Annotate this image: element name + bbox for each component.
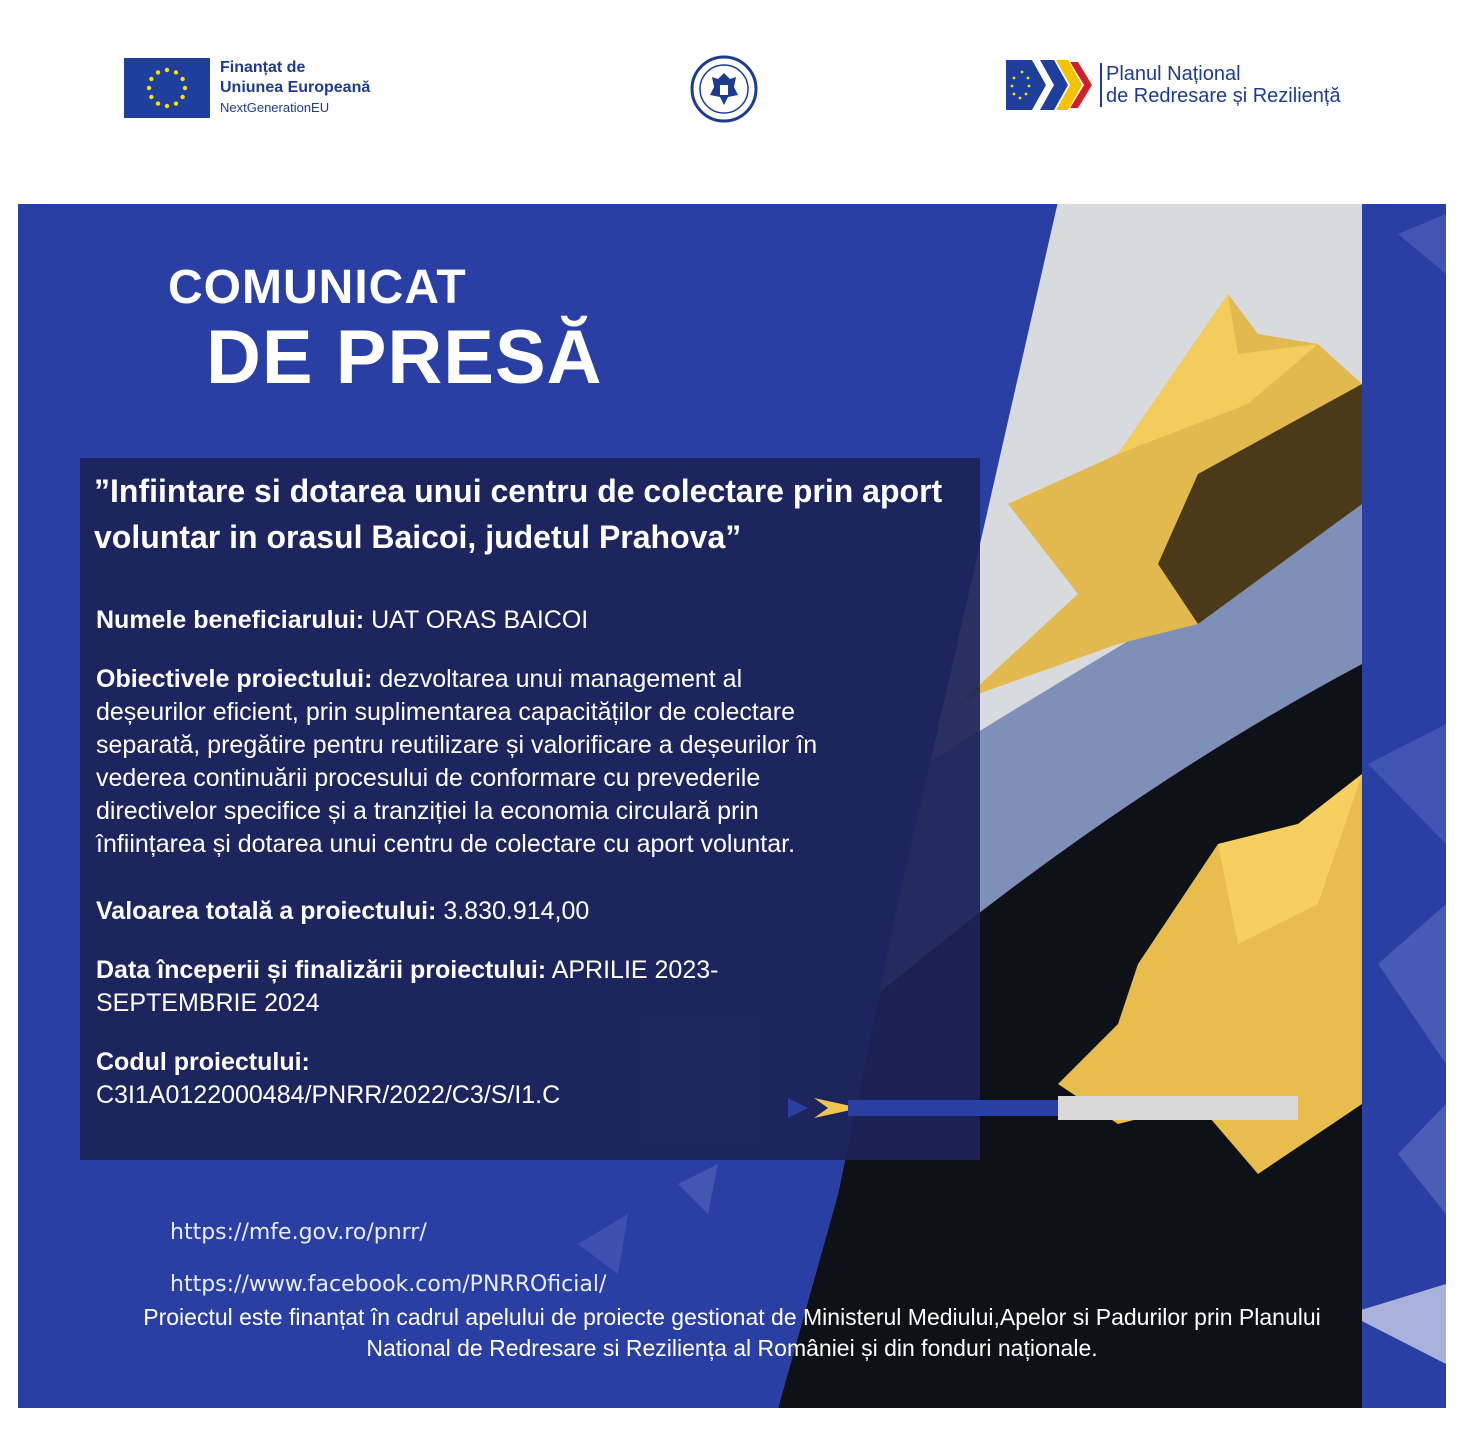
eu-flag-icon (124, 58, 210, 118)
objectives-value: dezvoltarea unui management al deșeurilor eficient, prin suplimentarea capacităților de colectare separată, pregătire pentru reutilizare și valorificare a deșeurilor în vederea continuării procesului de conformare cu prevederile directivelor specifice și a tranziției la economia circulară prin înființarea și dotarea unui centru de colectare cu aport voluntar. (96, 665, 818, 858)
project-details (96, 604, 836, 1138)
eu-logo-line2: Uniunea Europeană (220, 79, 371, 96)
project-code-label: Codul proiectului: (96, 1048, 310, 1076)
eu-logo-line3: NextGenerationEU (220, 100, 330, 115)
pnrr-logo-line2: de Redresare și Reziliență (1106, 85, 1341, 107)
project-code-row (96, 1046, 836, 1112)
press-release-panel (18, 204, 1446, 1408)
pnrr-logo (1006, 60, 1341, 110)
facebook-link[interactable]: https://www.facebook.com/PNRROficial/ (170, 1272, 607, 1297)
pnrr-flag-arrows-icon (1006, 60, 1094, 110)
total-value-row (96, 895, 836, 928)
funding-statement-line2: National de Redresare si Reziliența al României și din fonduri naționale. (366, 1335, 1098, 1361)
beneficiary-value: UAT ORAS BAICOI (364, 606, 589, 634)
beneficiary-row (96, 604, 836, 637)
mfe-link[interactable]: https://mfe.gov.ro/pnrr/ (170, 1220, 427, 1245)
funding-statement-line1: Proiectul este finanțat în cadrul apelului de proiecte gestionat de Ministerul Mediului,Apelor si Padurilor prin Planului (143, 1304, 1321, 1330)
funding-statement (38, 1302, 1426, 1364)
decorative-arrow-bar (788, 1096, 1298, 1120)
objectives-label: Obiectivele proiectului: (96, 665, 373, 693)
total-value-label: Valoarea totală a proiectului: (96, 897, 437, 925)
eu-logo-line1: Finanțat de (220, 59, 306, 76)
eu-funding-logo (124, 58, 370, 118)
pnrr-logo-line1: Planul Național (1106, 63, 1241, 85)
dates-label: Data începerii și finalizării proiectului: (96, 956, 547, 984)
beneficiary-label: Numele beneficiarului: (96, 606, 365, 634)
guvernul-romaniei-seal-icon (690, 55, 758, 123)
headline-de-presa: DE PRESĂ (206, 315, 603, 400)
dates-row (96, 954, 836, 1020)
total-value-amount: 3.830.914,00 (436, 897, 590, 925)
project-code-value: C3I1A0122000484/PNRR/2022/C3/S/I1.C (96, 1081, 561, 1109)
objectives-row (96, 663, 836, 861)
project-title: ”Infiintare si dotarea unui centru de colectare prin aport voluntar in orasul Baicoi, judetul Prahova” (94, 473, 943, 555)
press-release-headline (168, 260, 603, 400)
headline-comunicat: COMUNICAT (168, 261, 467, 314)
project-info-box (80, 458, 980, 1160)
dates-value: APRILIE 2023- SEPTEMBRIE 2024 (96, 956, 719, 1017)
